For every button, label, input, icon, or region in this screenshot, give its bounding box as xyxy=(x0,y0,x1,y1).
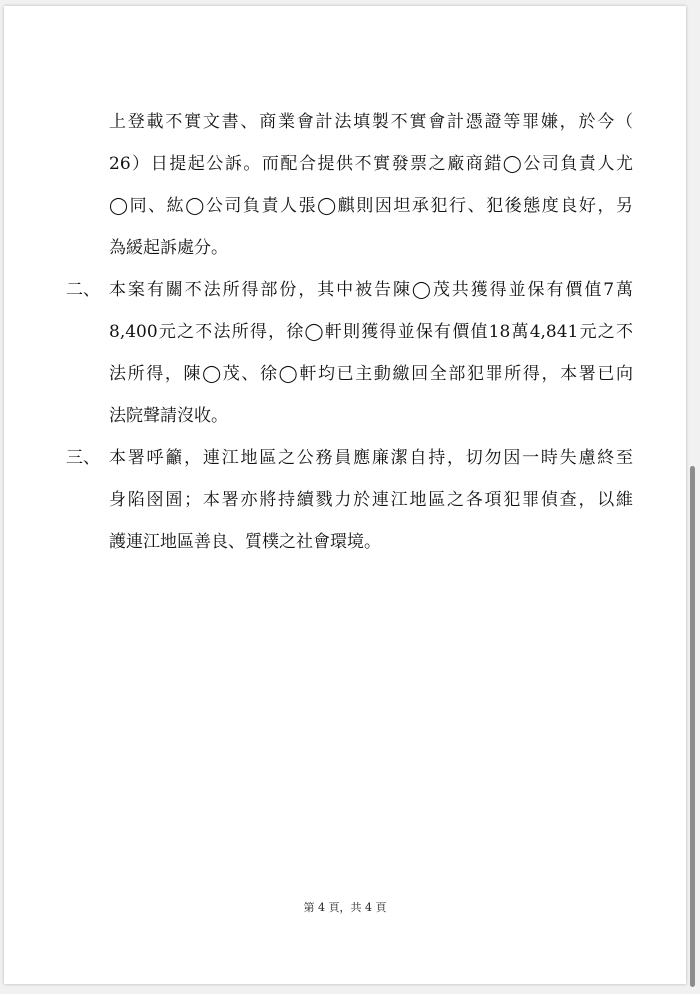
line-text: 法所得，陳◯茂、徐◯軒均已主動繳回全部犯罪所得，本署已向 xyxy=(109,364,633,384)
line-text: 身陷囹圄；本署亦將持續戮力於連江地區之各項犯罪偵查，以維 xyxy=(109,490,633,510)
paragraph-line xyxy=(4,149,686,179)
paragraph-line xyxy=(4,107,686,137)
scrollbar-thumb[interactable] xyxy=(690,466,695,987)
line-text: ◯同、紘◯公司負責人張◯麒則因坦承犯行、犯後態度良好，另 xyxy=(109,196,633,216)
line-text: 上登載不實文書、商業會計法填製不實會計憑證等罪嫌，於今（ xyxy=(109,112,633,132)
line-text: 8,400元之不法所得，徐◯軒則獲得並保有價值18萬4,841元之不 xyxy=(109,322,633,342)
list-item-three xyxy=(4,443,686,473)
paragraph-line xyxy=(4,527,686,557)
paragraph-line xyxy=(4,317,686,347)
line-text: 本案有關不法所得部份，其中被告陳◯茂共獲得並保有價值7萬 xyxy=(109,280,633,300)
paragraph-line xyxy=(4,401,686,431)
paragraph-line xyxy=(4,359,686,389)
list-marker: 三、 xyxy=(66,448,100,468)
paragraph-line xyxy=(4,233,686,263)
document-page xyxy=(4,6,686,984)
line-text: 護連江地區善良、質樸之社會環境。 xyxy=(109,532,381,552)
line-text: 26）日提起公訴。而配合提供不實發票之廠商錯◯公司負責人尤 xyxy=(109,154,633,174)
line-text: 為緩起訴處分。 xyxy=(109,238,228,258)
list-item-two xyxy=(4,275,686,305)
page-footer: 第 4 頁，共 4 頁 xyxy=(303,901,387,914)
paragraph-line xyxy=(4,485,686,515)
paragraph-line xyxy=(4,191,686,221)
line-text: 本署呼籲，連江地區之公務員應廉潔自持，切勿因一時失慮終至 xyxy=(109,448,633,468)
list-marker: 二、 xyxy=(66,280,100,300)
line-text: 法院聲請沒收。 xyxy=(109,406,228,426)
